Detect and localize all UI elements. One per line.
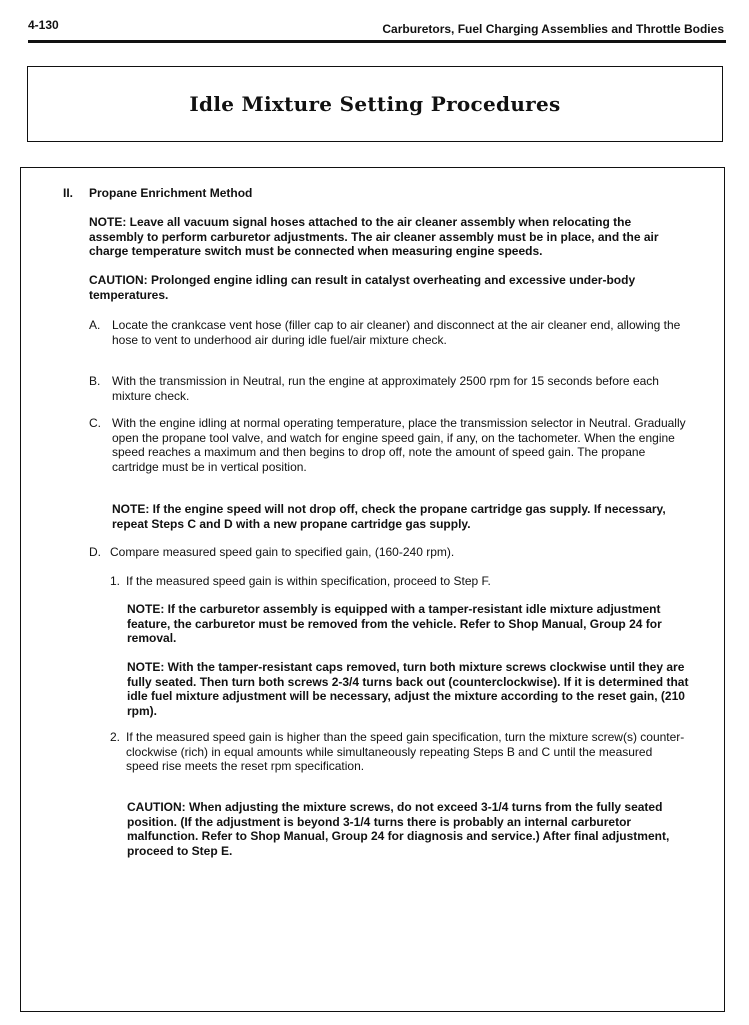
- title-box: [27, 66, 723, 142]
- step-d-text: Compare measured speed gain to specified gain, (160-240 rpm).: [110, 545, 455, 559]
- section-heading: Propane Enrichment Method: [89, 186, 253, 200]
- note-vacuum-hoses: NOTE: Leave all vacuum signal hoses attached to the air cleaner assembly when relocating the assembly to perform carburetor adjustments. The air cleaner assembly must be in place, and the air charge temperature switch must be connected when measuring engine speeds.: [89, 215, 659, 258]
- content-box: [20, 167, 725, 1012]
- page-header: [28, 16, 726, 43]
- step-a-text: Locate the crankcase vent hose (filler cap to air cleaner) and disconnect at the air cleaner end, allowing the hose to vent to underhood air during idle fuel/air mixture check.: [112, 318, 681, 347]
- step-d1-text: If the measured speed gain is within specification, proceed to Step F.: [126, 574, 491, 588]
- page-title: Idle Mixture Setting Procedures: [189, 92, 561, 116]
- step-c-text: With the engine idling at normal operating temperature, place the transmission selector in Neutral. Gradually open the propane tool valve, and watch for engine speed gain, if any, on the tachometer. When the engine speed reaches a maximum and then begins to drop off, note the amount of speed gain. The propane cartridge must be in vertical position.: [112, 416, 686, 474]
- step-d2-caution: CAUTION: When adjusting the mixture screws, do not exceed 3-1/4 turns from the fully seated position. (If the adjustment is beyond 3-1/4 turns there is probably an internal carburetor malfunction. Refer to Shop Manual, Group 24 for diagnosis and service.) After final adjustment, proceed to Step E.: [127, 800, 670, 858]
- running-title: Carburetors, Fuel Charging Assemblies and Throttle Bodies: [382, 22, 724, 36]
- step-b-label: B.: [89, 374, 101, 388]
- page-number: 4-130: [28, 18, 59, 32]
- step-d1-label: 1.: [110, 574, 121, 588]
- step-d2-text: If the measured speed gain is higher than the speed gain specification, turn the mixture screw(s) counter-clockwise (rich) in equal amounts while simultaneously repeating Steps B and C until the measured speed rise meets the reset rpm specification.: [126, 730, 685, 773]
- step-d1-note-caps: NOTE: With the tamper-resistant caps removed, turn both mixture screws clockwise until they are fully seated. Then turn both screws 2-3/4 turns back out (counterclockwise). If it is determined that idle fuel mixture adjustment will be necessary, adjust the mixture according to the reset gain, (210 rpm).: [127, 660, 689, 718]
- step-d-label: D.: [89, 545, 101, 559]
- caution-idling: CAUTION: Prolonged engine idling can result in catalyst overheating and excessive under-body temperatures.: [89, 273, 636, 302]
- step-a-label: A.: [89, 318, 101, 332]
- step-d2-label: 2.: [110, 730, 121, 744]
- step-c-label: C.: [89, 416, 101, 430]
- step-d1-note-removal: NOTE: If the carburetor assembly is equipped with a tamper-resistant idle mixture adjustment feature, the carburetor must be removed from the vehicle. Refer to Shop Manual, Group 24 for removal.: [127, 602, 662, 645]
- step-b-text: With the transmission in Neutral, run the engine at approximately 2500 rpm for 15 seconds before each mixture check.: [112, 374, 659, 403]
- step-c-note: NOTE: If the engine speed will not drop off, check the propane cartridge gas supply. If necessary, repeat Steps C and D with a new propane cartridge gas supply.: [112, 502, 666, 531]
- section-numeral: II.: [63, 186, 74, 200]
